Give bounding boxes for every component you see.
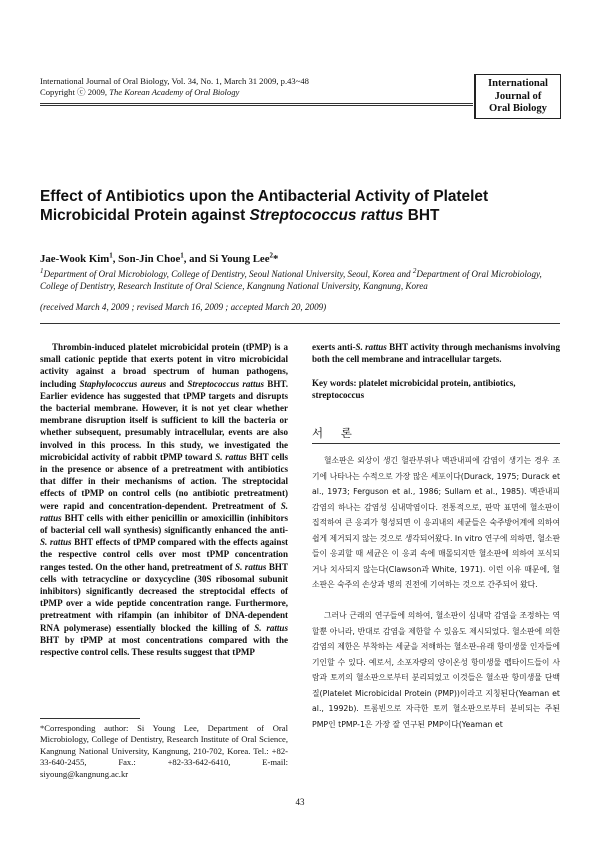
- journal-box-line-2: Journal of: [494, 90, 542, 102]
- abstract-text-5: BHT cells with either penicillin or amoxicillin (inhibitors of bacterial cell wall synthesis) significantly enhanced the anti-: [40, 512, 288, 536]
- section-heading-introduction: 서 론: [312, 426, 359, 440]
- journal-logo-box: [474, 74, 561, 119]
- affiliation-1: Department of Oral Microbiology, College of Dentistry, Seoul National University, Seoul, Korea and: [43, 269, 413, 279]
- abstract-species-5: S. rattus: [40, 537, 72, 548]
- abstract: [40, 341, 288, 658]
- abstract-text-3: BHT. Earlier evidence has suggested that tPMP targets and disrupts the bacterial membrane. However, it is not yet clear whether membrane disruption itself is sufficient to kill the bacteria or whether subsequent, presumably intracellular, events are also involved in this process. In this study, we investigated the microbicidal activity of rabbit tPMP toward: [40, 378, 288, 462]
- abstract-continued: [312, 341, 560, 365]
- keywords: [312, 377, 560, 401]
- corresponding-mark: *: [272, 253, 279, 265]
- keywords-label: Key words:: [312, 378, 359, 388]
- abstract-text-7: BHT cells with tetracycline or doxycycline (30S ribosomal subunit inhibitors) significantly decreased the streptocidal effects of tPMP over a wide peptide concentration range. Furthermore, pretreatment with rifampin (an inhibitor of DNA-dependent RNA polymerase) essentially blocked the killing of: [40, 561, 288, 633]
- affil-2-mark: 2: [412, 266, 417, 275]
- title-species: Streptococcus rattus: [249, 206, 404, 224]
- header-rule-top: [40, 103, 473, 104]
- abstract-cont-text-2: BHT activity through mechanisms involving both the cell membrane and intracellular targets.: [312, 342, 560, 365]
- abstract-species-3: S. rattus: [215, 451, 247, 462]
- received-dates: (received March 4, 2009 ; revised March 16, 2009 ; accepted March 20, 2009): [40, 302, 327, 312]
- journal-box-line-3: Oral Biology: [489, 103, 547, 115]
- affiliation-2: Department of Oral Microbiology, College of Dentistry, Research Institute of Oral Science, Kangnung National University, Kangnung, Korea: [40, 269, 542, 291]
- section-heading-rule: [312, 443, 560, 444]
- abstract-species-4: S. rattus: [40, 500, 288, 523]
- affil-1-mark: 1: [40, 266, 44, 275]
- journal-citation: International Journal of Oral Biology, Vol. 34, No. 1, March 31 2009, p.43~48: [40, 76, 309, 86]
- author-1: Jae-Wook Kim: [40, 253, 110, 265]
- body-paragraph-2: [312, 608, 560, 732]
- title-suffix: BHT: [403, 206, 440, 224]
- author-2-affil-mark: 1: [180, 251, 184, 260]
- abstract-text-8: BHT by tPMP at most concentrations compared with the respective control cells. These results suggest that tPMP: [40, 634, 288, 658]
- journal-box-line-1: International: [487, 78, 549, 89]
- body-paragraph-1: [312, 453, 560, 593]
- author-list: [40, 253, 278, 265]
- author-3-affil-mark: 2: [269, 251, 273, 260]
- copyright-prefix: Copyright ⓒ 2009,: [40, 87, 110, 97]
- author-1-affil-mark: 1: [109, 251, 113, 260]
- abstract-cont-species: S. rattus: [355, 342, 387, 352]
- abstract-divider: [40, 323, 560, 324]
- affiliations: [40, 266, 565, 292]
- abstract-species-1: Staphylococcus aureus: [79, 378, 167, 389]
- title-main: Effect of Antibiotics upon the Antibacterial Activity of Platelet Microbicidal Protein against: [40, 188, 489, 224]
- abstract-species-7: S. rattus: [254, 622, 288, 633]
- copyright-line: [40, 87, 309, 98]
- footnote-rule: [40, 718, 140, 719]
- abstract-species-2: Streptococcus rattus: [187, 378, 265, 389]
- paper-title: [40, 188, 560, 225]
- author-2: , Son-Jin Choe: [112, 253, 181, 265]
- body-paragraph-2-text: 그러나 근래의 연구들에 의하여, 혈소판이 심내막 감염을 조정하는 역할뿐 아니라, 반대로 감염을 제한할 수 있음도 제시되었다. 혈소판에 의한 감염의 제한은 부착하는 세균을 저해하는 혈소판-유래 항미생물 인자들에 기인할 수 있다. 예로서, 소포자량의 양이온성 항미생물 펩타이드들이 사람과 토끼의 혈소판으로부터 분리되었고 이것들은 혈소판 항미생물 단백질(Platelet Microbicidal Protein (PMP))이라고 지칭된다(Yeaman et al., 1992b). 트롬빈으로 자극한 토끼 혈소판으로부터 분비되는 주된 PMP인 tPMP-1은 가장 잘 연구된 PMP이다(Yeaman et: [312, 611, 560, 729]
- abstract-cont-text-1: exerts anti-: [312, 342, 356, 352]
- abstract-text-1: Thrombin-induced platelet microbicidal protein (tPMP) is a small cationic peptide that exerts potent in vitro microbicidal activity against a broad spectrum of human pathogens, including: [40, 342, 288, 389]
- page-number: 43: [295, 797, 305, 807]
- abstract-text-2: and: [166, 378, 188, 389]
- abstract-text-6: BHT effects of tPMP compared with the effects against the respective control cells over most tPMP concentration ranges tested. On the other hand, pretreatment of: [40, 537, 288, 572]
- keywords-text: platelet microbicidal protein, antibiotics, streptococcus: [312, 378, 516, 401]
- copyright-holder: The Korean Academy of Oral Biology: [109, 87, 240, 97]
- corresponding-author-footnote: *Corresponding author: Si Young Lee, Department of Oral Microbiology, College of Dentistry, Research Institute of Oral Science, Kangnung National University, Kangnung, 210-702, Korea. Tel.: +82-33-640-2455, Fax.: +82-33-642-6410, E-mail: siyoung@kangnung.ac.kr: [40, 723, 288, 779]
- header-rule-bottom: [40, 105, 473, 106]
- author-3: , and Si Young Lee: [183, 253, 270, 265]
- journal-header: [40, 76, 309, 98]
- body-paragraph-1-text: 혈소판은 외상이 생긴 혈관부위나 맥관내피에 감염이 생기는 경우 조기에 나타나는 수적으로 가장 많은 세포이다(Durack, 1975; Durack et al., 1973; Ferguson et al., 1986; Sullam et al., 1985). 맥관내피 감염의 하나는 감염성 심내막염이다. 전통적으로, 판막 표면에 혈소판이 집적하여 큰 응괴가 형성되면 이 응괴내의 세균들은 숙주방어계에 의하여 쉽게 제거되지 않는 것으로 생각되어왔다. In vitro 연구에 의하면, 혈소판들이 응괴할 때 세균은 이 응괴 속에 매몰되지만 혈소판에 의하여 포식되거나 치사되지 않는다(Clawson과 White, 1971). 이런 이유 때문에, 혈소판은 숙주의 손상과 병의 진전에 기여하는 것으로 간주되어 왔다.: [312, 456, 560, 589]
- abstract-text-4: BHT cells in the presence or absence of a pretreatment with antibiotics that differ in their mechanisms of action. The streptocidal effects of tPMP on control cells (no antibiotic pretreatment) were rapid and concentration-dependent. Pretreatment of: [40, 451, 288, 511]
- abstract-species-6: S. rattus: [235, 561, 267, 572]
